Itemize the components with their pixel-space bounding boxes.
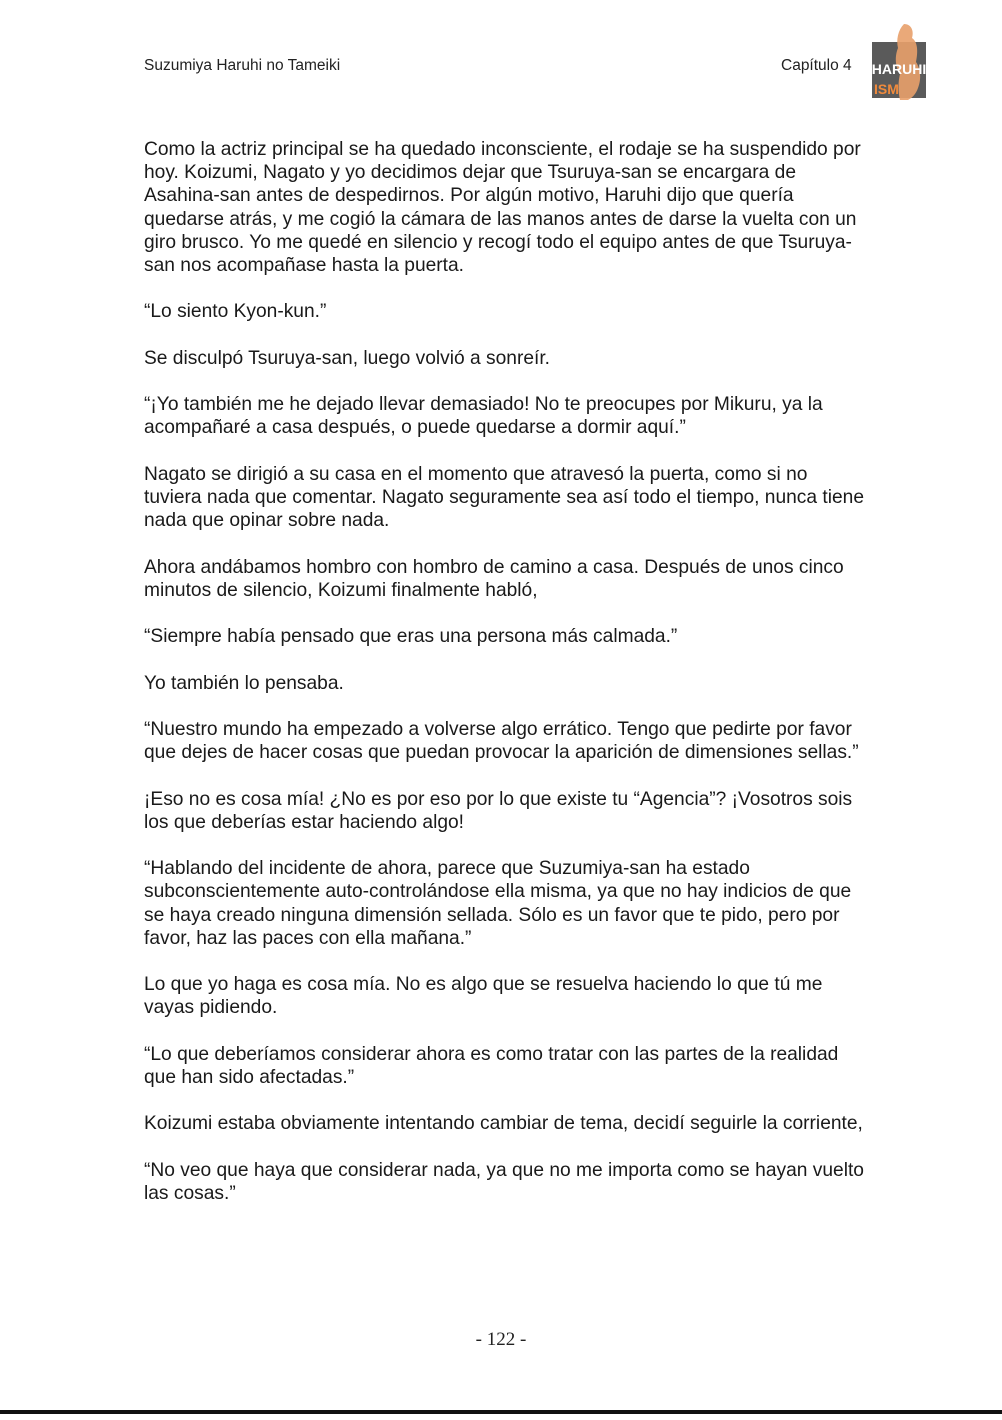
chapter-body-text — [144, 138, 864, 1228]
paragraph: “¡Yo también me he dejado llevar demasiado! No te preocupes por Mikuru, ya la acompañaré a casa después, o puede quedarse a dormir aquí.” — [144, 394, 823, 439]
paragraph: Ahora andábamos hombro con hombro de camino a casa. Después de unos cinco minutos de silencio, Koizumi finalmente habló, — [144, 556, 844, 601]
header-chapter-label: Capítulo 4 — [781, 57, 852, 74]
page-number: - 122 - — [475, 1329, 527, 1350]
paragraph: Koizumi estaba obviamente intentando cambiar de tema, decidí seguirle la corriente, — [144, 1113, 863, 1135]
paragraph: “Lo que deberíamos considerar ahora es como tratar con las partes de la realidad que han sido afectadas.” — [144, 1043, 839, 1088]
bottom-border-line — [0, 1410, 1002, 1414]
logo-text-bottom: ISM — [874, 81, 899, 97]
paragraph: Yo también lo pensaba. — [144, 672, 344, 694]
header-book-title: Suzumiya Haruhi no Tameiki — [144, 57, 341, 74]
haruhiism-logo — [868, 22, 930, 102]
paragraph: ¡Eso no es cosa mía! ¿No es por eso por lo que existe tu “Agencia”? ¡Vosotros sois los que deberías estar haciendo algo! — [144, 788, 853, 833]
paragraph: “Lo siento Kyon-kun.” — [144, 301, 327, 323]
paragraph: Se disculpó Tsuruya-san, luego volvió a sonreír. — [144, 347, 551, 369]
paragraph: “No veo que haya que considerar nada, ya que no me importa como se hayan vuelto las cosas.” — [144, 1159, 864, 1204]
logo-text-top: HARUHI — [871, 61, 927, 77]
paragraph: “Nuestro mundo ha empezado a volverse algo errático. Tengo que pedirte por favor que dejes de hacer cosas que puedan provocar la aparición de dimensiones sellas.” — [144, 718, 859, 764]
paragraph: “Siempre había pensado que eras una persona más calmada.” — [144, 626, 678, 648]
paragraph: Como la actriz principal se ha quedado inconsciente, el rodaje se ha suspendido por hoy. Koizumi, Nagato y yo decidimos dejar que Tsuruya-san se encargara de Asahina-san antes de despedirnos. Por algún motivo, Haruhi dijo que quería quedarse atrás, y me cogió la cámara de las manos antes de darse la vuelta con un giro brusco. Yo me quedé en silencio y recogí todo el equipo antes de que Tsuruya-san nos acompañase hasta la puerta. — [144, 139, 861, 277]
paragraph: Lo que yo haga es cosa mía. No es algo que se resuelva haciendo lo que tú me vayas pidiendo. — [144, 974, 823, 1019]
paragraph: Nagato se dirigió a su casa en el momento que atravesó la puerta, como si no tuviera nada que comentar. Nagato seguramente sea así todo el tiempo, nunca tiene nada que opinar sobre nada. — [144, 463, 864, 532]
paragraph: “Hablando del incidente de ahora, parece que Suzumiya-san ha estado subconscientemente auto-controlándose ella misma, ya que no hay indicios de que se haya creado ninguna dimensión sellada. Sólo es un favor que te pido, pero por favor, haz las paces con ella mañana.” — [144, 858, 852, 949]
